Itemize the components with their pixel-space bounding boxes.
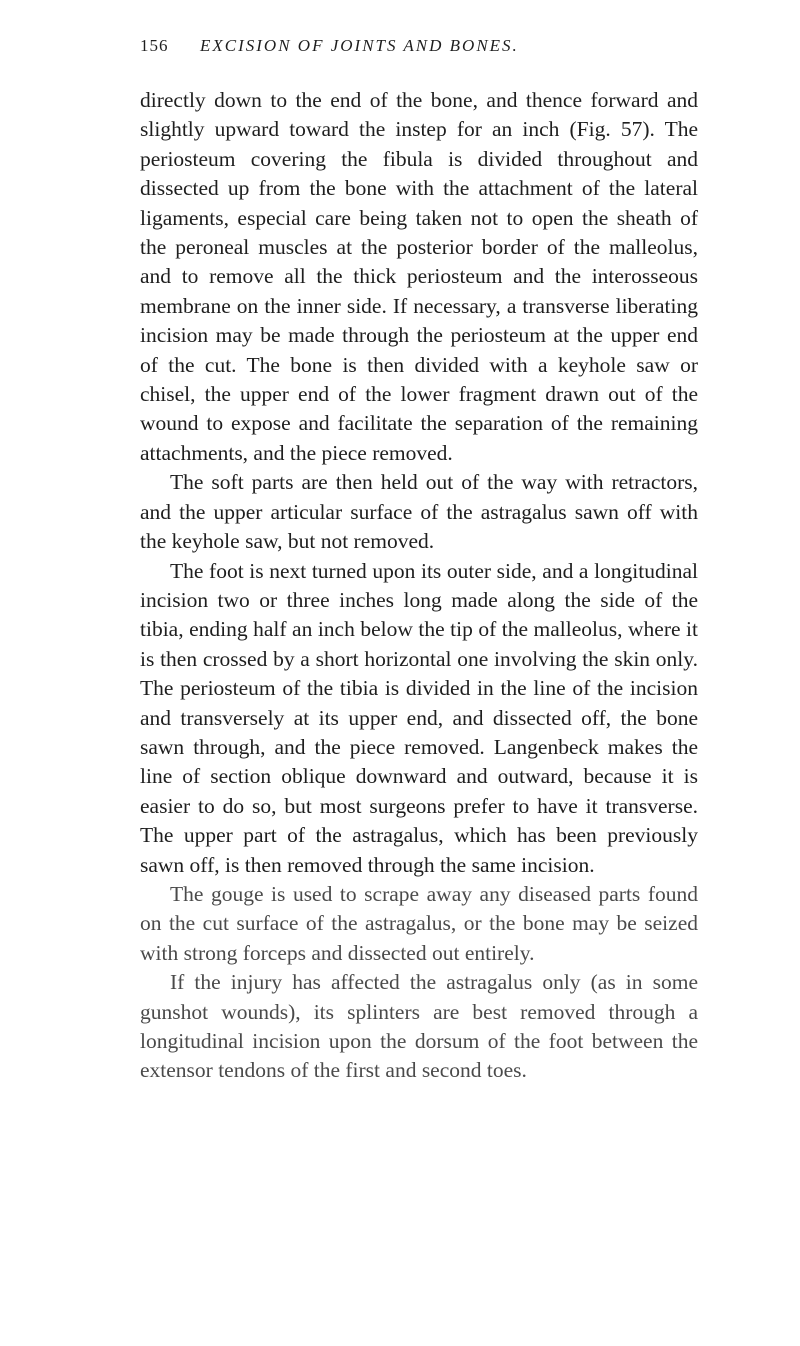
paragraph-continued: directly down to the end of the bone, and thence forward and slightly upward toward the instep for an inch (Fig. 57). The periosteum covering the fibula is divided throughout and dissected up from the bone with the attachment of the lateral ligaments, especial care being taken not to open the sheath of the peroneal muscles at the posterior border of the malleolus, and to remove all the thick periosteum and the interosseous membrane on the inner side. If necessary, a transverse liberating incision may be made through the periosteum at the upper end of the cut. The bone is then divided with a keyhole saw or chisel, the upper end of the lower fragment drawn out of the wound to expose and facilitate the separation of the remaining attachments, and the piece removed.	[140, 88, 698, 465]
paragraph-retractors: The soft parts are then held out of the way with retractors, and the upper articular surface of the astragalus sawn off with the keyhole saw, but not removed.	[140, 470, 698, 554]
paragraph-tibia-incision: The foot is next turned upon its outer side, and a longitudinal incision two or three inches long made along the side of the tibia, ending half an inch below the tip of the malleolus, where it is then crossed by a short horizontal one involving the skin only. The periosteum of the tibia is divided in the line of the incision and transversely at its upper end, and dissected off, the bone sawn through, and the piece removed. Langenbeck makes the line of section oblique downward and outward, because it is easier to do so, but most surgeons prefer to have it transverse. The upper part of the astragalus, which has been previously sawn off, is then removed through the same incision.	[140, 558, 698, 877]
running-title: EXCISION OF JOINTS AND BONES.	[200, 36, 519, 55]
running-head	[140, 36, 700, 66]
body-text	[140, 86, 698, 1086]
paragraph-gunshot: If the injury has affected the astragalus only (as in some gunshot wounds), its splinters are best removed through a longitudinal incision upon the dorsum of the foot between the extensor tendons of the first and second toes.	[140, 970, 698, 1083]
paragraph-gouge: The gouge is used to scrape away any diseased parts found on the cut surface of the astragalus, or the bone may be seized with strong forceps and dissected out entirely.	[140, 881, 698, 965]
page-number: 156	[140, 36, 169, 55]
